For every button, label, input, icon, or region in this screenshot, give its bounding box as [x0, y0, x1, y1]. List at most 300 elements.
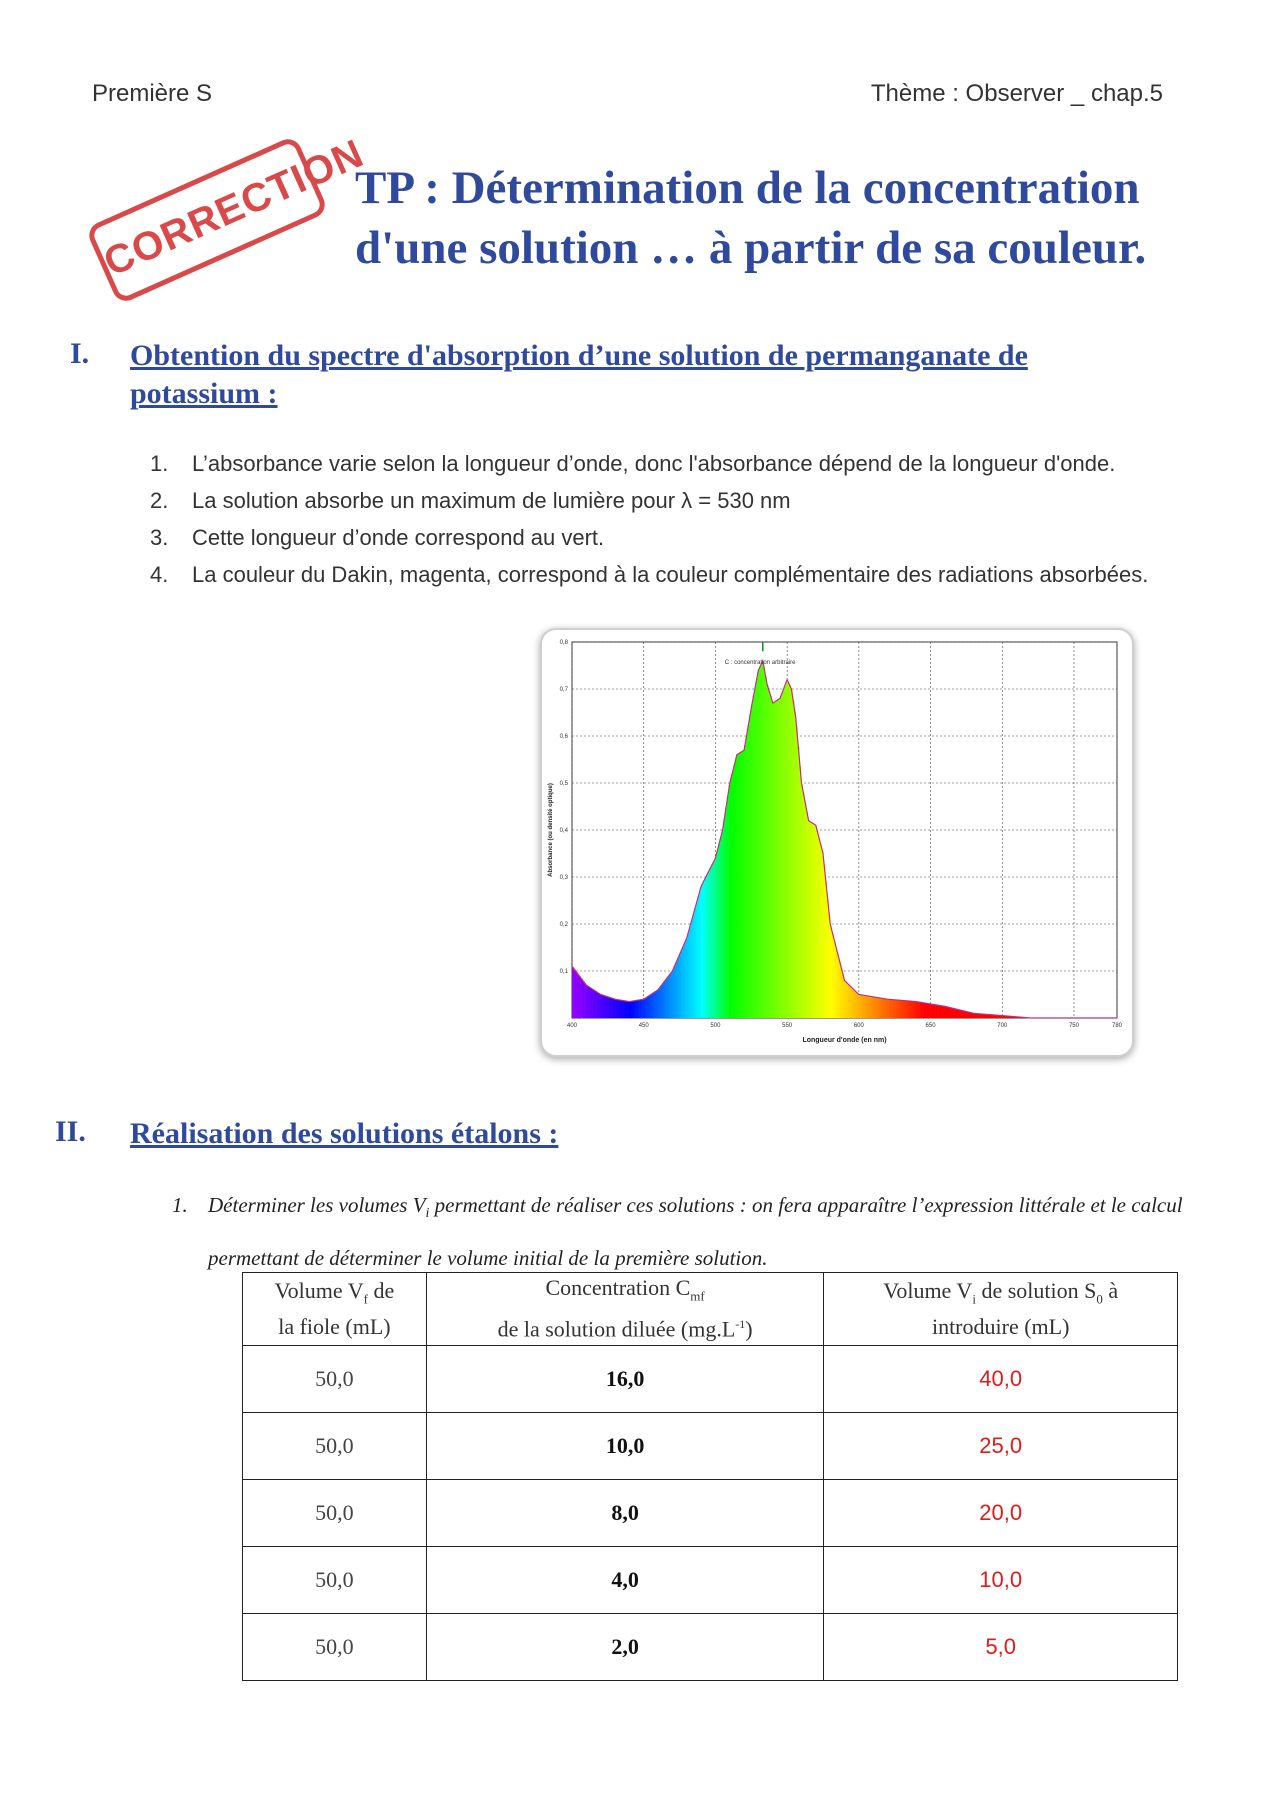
spectrum-band — [574, 970, 576, 1018]
spectrum-band — [648, 996, 650, 1018]
spectrum-band — [608, 997, 610, 1018]
spectrum-band — [839, 961, 841, 1018]
x-tick-label: 650 — [925, 1023, 936, 1029]
correction-stamp: CORRECTION — [85, 135, 329, 305]
list-item-number: 2. — [150, 488, 169, 513]
spectrum-band — [674, 966, 676, 1018]
spectrum-band — [710, 868, 712, 1018]
spectrum-band — [589, 988, 591, 1018]
spectrum-band — [649, 995, 651, 1018]
spectrum-band — [723, 819, 725, 1018]
list-item-text: L’absorbance varie selon la longueur d’onde, donc l'absorbance dépend de la longueur d'onde. — [192, 451, 1116, 476]
spectrum-band — [780, 695, 782, 1018]
header-theme: Thème : Observer _ chap.5 — [870, 80, 1163, 107]
list-item — [150, 556, 1200, 593]
spectrum-band — [643, 999, 645, 1018]
spectrum-band — [784, 686, 786, 1018]
section2-title: Réalisation des solutions étalons : — [130, 1117, 559, 1150]
x-tick-label: 780 — [1111, 1023, 1123, 1029]
spectrum-band — [684, 943, 686, 1018]
y-tick-label: 0,6 — [559, 734, 568, 740]
spectrum-band — [753, 696, 755, 1018]
spectrum-band — [687, 933, 689, 1018]
spectrum-band — [902, 1000, 904, 1018]
spectrum-band — [825, 882, 827, 1018]
spectrum-band — [939, 1005, 941, 1018]
spectrum-band — [853, 989, 855, 1018]
spectrum-band — [572, 967, 574, 1018]
spectrum-band — [847, 984, 849, 1018]
spectrum-band — [660, 986, 662, 1018]
spectrum-band — [591, 989, 593, 1018]
question-number: 1. — [172, 1193, 188, 1217]
spectrum-band — [911, 1001, 913, 1018]
spectrum-band — [579, 976, 581, 1018]
spectrum-band — [705, 878, 707, 1018]
spectrum-band — [772, 702, 774, 1018]
cell-concentration: 10,0 — [426, 1412, 824, 1479]
cell-volume-initial: 10,0 — [824, 1546, 1178, 1613]
spectrum-band — [889, 999, 891, 1018]
spectrum-band — [730, 777, 732, 1018]
list-item-text: La solution absorbe un maximum de lumière pour λ = 530 nm — [192, 488, 791, 513]
spectrum-band — [729, 785, 731, 1018]
spectrum-band — [897, 1000, 899, 1018]
spectrum-band — [844, 981, 846, 1018]
spectrum-band — [840, 968, 842, 1018]
spectrum-band — [765, 676, 767, 1018]
spectrum-band — [816, 831, 818, 1018]
spectrum-band — [682, 947, 684, 1018]
cell-volume-initial: 20,0 — [824, 1479, 1178, 1546]
spectrum-band — [613, 999, 615, 1018]
x-tick-label: 550 — [782, 1023, 793, 1029]
spectrum-band — [737, 754, 739, 1018]
spectrum-band — [830, 927, 832, 1018]
question-text: Déterminer les volumes $V_i$ permettant de réaliser ces solutions : on fera apparaître l’expression littérale et le calcul permettant de déterminer le volume initial de la première solution. — [208, 1193, 1183, 1271]
spectrum-band — [575, 972, 577, 1018]
spectrum-band — [870, 996, 872, 1018]
absorption-spectrum-chart — [540, 628, 1134, 1057]
spectrum-band — [637, 1000, 639, 1018]
spectrum-band — [605, 996, 607, 1018]
cell-volume-initial: 25,0 — [824, 1412, 1178, 1479]
spectrum-band — [937, 1005, 939, 1018]
spectrum-band — [906, 1001, 908, 1018]
spectrum-band — [677, 958, 679, 1018]
spectrum-band — [835, 948, 837, 1018]
spectrum-band — [725, 807, 727, 1018]
spectrum-band — [797, 747, 799, 1018]
spectrum-band — [692, 914, 694, 1018]
spectrum-band — [749, 715, 751, 1018]
spectrum-band — [890, 1000, 892, 1018]
spectrum-band — [789, 685, 791, 1018]
spectrum-band — [928, 1004, 930, 1018]
spectrum-band — [641, 1000, 643, 1018]
spectrum-band — [577, 974, 579, 1018]
cell-volume-flask: 50,0 — [243, 1546, 427, 1613]
spectrum-band — [606, 997, 608, 1018]
cursor-label: C : concentration arbitraire — [724, 660, 796, 666]
spectrum-band — [918, 1002, 920, 1018]
spectrum-band — [827, 899, 829, 1018]
spectrum-band — [782, 691, 784, 1018]
spectrum-band — [885, 999, 887, 1018]
spectrum-band — [873, 997, 875, 1018]
section1-answer-list — [150, 445, 1200, 593]
spectrum-band — [921, 1003, 923, 1018]
x-tick-label: 750 — [1068, 1023, 1079, 1029]
spectrum-band — [944, 1006, 946, 1018]
spectrum-band — [587, 986, 589, 1018]
spectrum-band — [734, 764, 736, 1018]
section2-question — [172, 1183, 1202, 1280]
spectrum-band — [758, 670, 760, 1018]
spectrum-band — [760, 666, 762, 1018]
cell-concentration: 16,0 — [426, 1345, 824, 1412]
spectrum-band — [655, 991, 657, 1018]
spectrum-band — [634, 1001, 636, 1018]
spectrum-band — [935, 1005, 937, 1018]
spectrum-band — [973, 1013, 975, 1018]
spectrum-band — [653, 993, 655, 1018]
spectrum-band — [763, 667, 765, 1018]
spectrum-band — [884, 999, 886, 1018]
spectrum-band — [908, 1001, 910, 1018]
spectrum-band — [832, 934, 834, 1018]
spectrum-band — [603, 996, 605, 1018]
spectrum-band — [954, 1009, 956, 1018]
spectrum-band — [925, 1003, 927, 1018]
spectrum-band — [834, 941, 836, 1018]
spectrum-svg — [542, 630, 1132, 1055]
page-title — [355, 158, 1195, 278]
spectrum-band — [837, 954, 839, 1018]
spectrum-band — [803, 794, 805, 1018]
spectrum-band — [775, 701, 777, 1018]
spectrum-band — [708, 871, 710, 1018]
spectrum-band — [904, 1001, 906, 1018]
y-tick-label: 0,1 — [559, 969, 568, 975]
spectrum-band — [818, 838, 820, 1018]
cell-concentration: 2,0 — [426, 1613, 824, 1680]
header-volume-initial: Volume $V_i$ de solution $S_0$ à introduire (mL) — [824, 1273, 1178, 1346]
spectrum-band — [644, 998, 646, 1018]
spectrum-band — [945, 1007, 947, 1018]
y-tick-label: 0,4 — [559, 828, 568, 834]
spectrum-band — [966, 1012, 968, 1018]
spectrum-band — [761, 662, 763, 1018]
spectrum-band — [804, 803, 806, 1018]
spectrum-band — [694, 908, 696, 1018]
spectrum-band — [930, 1004, 932, 1018]
spectrum-band — [651, 994, 653, 1018]
spectrum-band — [927, 1003, 929, 1018]
table-row — [243, 1412, 1178, 1479]
spectrum-band — [584, 983, 586, 1018]
spectrum-band — [742, 751, 744, 1018]
cell-volume-flask: 50,0 — [243, 1345, 427, 1412]
spectrum-band — [672, 970, 674, 1018]
standard-solutions-table — [242, 1272, 1178, 1681]
list-item — [150, 482, 1200, 519]
x-tick-label: 700 — [997, 1023, 1008, 1029]
spectrum-band — [866, 996, 868, 1018]
spectrum-band — [959, 1010, 961, 1018]
y-tick-label: 0,2 — [559, 922, 568, 928]
spectrum-band — [668, 975, 670, 1018]
x-tick-label: 450 — [638, 1023, 649, 1029]
table-header-row — [243, 1273, 1178, 1346]
table-row — [243, 1345, 1178, 1412]
spectrum-band — [639, 1000, 641, 1018]
spectrum-band — [661, 984, 663, 1018]
spectrum-band — [887, 999, 889, 1018]
spectrum-band — [975, 1013, 977, 1018]
spectrum-band — [617, 1000, 619, 1018]
page-title-line2: d'une solution … à partir de sa couleur. — [355, 222, 1147, 274]
section1-title-line2: potassium : — [130, 377, 278, 410]
cell-volume-flask: 50,0 — [243, 1479, 427, 1546]
spectrum-band — [964, 1011, 966, 1018]
section1-title-line1: Obtention du spectre d'absorption d’une solution de permanganate de — [130, 339, 1028, 372]
spectrum-band — [596, 992, 598, 1018]
spectrum-band — [861, 995, 863, 1018]
spectrum-band — [629, 1002, 631, 1018]
spectrum-band — [952, 1008, 954, 1018]
spectrum-band — [913, 1001, 915, 1018]
spectrum-band — [746, 735, 748, 1018]
spectrum-band — [612, 998, 614, 1018]
spectrum-band — [720, 837, 722, 1018]
cell-volume-initial: 40,0 — [824, 1345, 1178, 1412]
spectrum-band — [810, 822, 812, 1018]
spectrum-band — [675, 962, 677, 1018]
spectrum-band — [663, 982, 665, 1018]
y-tick-label: 0,3 — [559, 875, 568, 881]
spectrum-band — [618, 1000, 620, 1018]
spectrum-band — [851, 987, 853, 1018]
spectrum-band — [706, 875, 708, 1018]
spectrum-band — [625, 1001, 627, 1018]
table-row — [243, 1613, 1178, 1680]
spectrum-band — [858, 994, 860, 1018]
spectrum-band — [741, 752, 743, 1018]
spectrum-band — [754, 687, 756, 1018]
spectrum-band — [787, 681, 789, 1018]
x-tick-label: 600 — [853, 1023, 864, 1029]
section1-number: I. — [70, 337, 90, 370]
spectrum-band — [823, 865, 825, 1018]
spectrum-band — [909, 1001, 911, 1018]
spectrum-band — [632, 1001, 634, 1018]
spectrum-band — [696, 902, 698, 1018]
spectrum-band — [601, 995, 603, 1018]
spectrum-band — [646, 997, 648, 1018]
spectrum-band — [670, 973, 672, 1018]
spectrum-band — [773, 702, 775, 1018]
spectrum-band — [785, 682, 787, 1018]
spectrum-band — [794, 712, 796, 1018]
spectrum-band — [717, 850, 719, 1018]
spectrum-band — [582, 981, 584, 1018]
spectrum-band — [698, 896, 700, 1018]
spectrum-band — [947, 1007, 949, 1018]
spectrum-band — [901, 1000, 903, 1018]
spectrum-band — [756, 678, 758, 1018]
table-row — [243, 1546, 1178, 1613]
spectrum-band — [868, 996, 870, 1018]
spectrum-band — [865, 996, 867, 1018]
cell-volume-flask: 50,0 — [243, 1412, 427, 1479]
spectrum-band — [593, 990, 595, 1018]
header-volume-flask: Volume $V_f$ de la fiole (mL) — [243, 1273, 427, 1346]
spectrum-band — [727, 796, 729, 1018]
spectrum-band — [949, 1007, 951, 1018]
spectrum-band — [856, 993, 858, 1018]
cell-volume-initial: 5,0 — [824, 1613, 1178, 1680]
spectrum-band — [722, 830, 724, 1018]
cell-concentration: 4,0 — [426, 1546, 824, 1613]
spectrum-band — [822, 851, 824, 1018]
spectrum-band — [732, 771, 734, 1018]
spectrum-band — [813, 824, 815, 1018]
spectrum-band — [806, 812, 808, 1018]
spectrum-band — [791, 689, 793, 1018]
spectrum-band — [766, 685, 768, 1018]
table-row — [243, 1479, 1178, 1546]
spectrum-band — [600, 994, 602, 1018]
spectrum-band — [846, 982, 848, 1018]
spectrum-band — [958, 1010, 960, 1018]
spectrum-band — [849, 986, 851, 1018]
header-concentration: Concentration $C_{mf}$ de la solution diluée $(mg.L^{-1})$ — [426, 1273, 824, 1346]
list-item-number: 3. — [150, 525, 169, 550]
spectrum-band — [799, 767, 801, 1018]
spectrum-band — [968, 1012, 970, 1018]
spectrum-band — [699, 890, 701, 1018]
header-class-level: Première S — [92, 80, 213, 107]
spectrum-band — [586, 985, 588, 1018]
spectrum-band — [770, 697, 772, 1018]
spectrum-band — [715, 857, 717, 1018]
spectrum-band — [656, 990, 658, 1018]
spectrum-band — [620, 1000, 622, 1018]
list-item-number: 1. — [150, 451, 169, 476]
spectrum-band — [689, 927, 691, 1018]
page-title-line1: TP : Détermination de la concentration — [355, 162, 1140, 214]
spectrum-band — [615, 999, 617, 1018]
list-item-text: La couleur du Dakin, magenta, correspond à la couleur complémentaire des radiations absorbées. — [192, 562, 1149, 587]
spectrum-band — [667, 977, 669, 1018]
spectrum-band — [736, 757, 738, 1018]
spectrum-band — [718, 844, 720, 1018]
spectrum-band — [920, 1002, 922, 1018]
spectrum-band — [877, 998, 879, 1018]
spectrum-band — [711, 864, 713, 1018]
spectrum-band — [956, 1009, 958, 1018]
spectrum-band — [594, 991, 596, 1018]
x-tick-label: 400 — [566, 1023, 578, 1029]
spectrum-band — [792, 700, 794, 1018]
spectrum-band — [679, 955, 681, 1018]
spectrum-band — [951, 1008, 953, 1018]
spectrum-band — [896, 1000, 898, 1018]
spectrum-band — [811, 823, 813, 1018]
spectrum-band — [658, 989, 660, 1018]
spectrum-band — [878, 998, 880, 1018]
spectrum-band — [842, 975, 844, 1018]
spectrum-band — [808, 821, 810, 1018]
spectrum-band — [882, 998, 884, 1018]
y-tick-label: 0,7 — [559, 687, 568, 693]
spectrum-band — [914, 1001, 916, 1018]
spectrum-band — [854, 991, 856, 1018]
spectrum-band — [627, 1001, 629, 1018]
spectrum-band — [622, 1000, 624, 1018]
spectrum-band — [880, 998, 882, 1018]
spectrum-band — [863, 995, 865, 1018]
spectrum-band — [768, 691, 770, 1018]
y-tick-label: 0,8 — [559, 640, 568, 646]
spectrum-band — [744, 745, 746, 1018]
spectrum-band — [859, 995, 861, 1018]
spectrum-band — [598, 993, 600, 1018]
spectrum-band — [636, 1000, 638, 1018]
list-item — [150, 519, 1200, 556]
section1-title — [130, 337, 1210, 413]
x-tick-label: 500 — [710, 1023, 721, 1029]
spectrum-band — [624, 1001, 626, 1018]
spectrum-band — [875, 997, 877, 1018]
spectrum-band — [686, 939, 688, 1018]
spectrum-band — [815, 825, 817, 1018]
spectrum-band — [940, 1006, 942, 1018]
cell-volume-flask: 50,0 — [243, 1613, 427, 1680]
spectrum-band — [942, 1006, 944, 1018]
spectrum-band — [779, 699, 781, 1018]
spectrum-band — [894, 1000, 896, 1018]
spectrum-band — [796, 727, 798, 1018]
x-axis-label: Longueur d'onde (en nm) — [802, 1037, 887, 1044]
spectrum-band — [899, 1000, 901, 1018]
spectrum-band — [701, 885, 703, 1018]
spectrum-band — [871, 997, 873, 1018]
spectrum-band — [963, 1011, 965, 1018]
list-item — [150, 445, 1200, 482]
spectrum-band — [923, 1003, 925, 1018]
section2-number: II. — [55, 1115, 86, 1148]
spectrum-band — [680, 951, 682, 1018]
y-tick-label: 0,5 — [559, 781, 568, 787]
spectrum-band — [916, 1002, 918, 1018]
spectrum-band — [892, 1000, 894, 1018]
spectrum-band — [739, 753, 741, 1018]
spectrum-band — [801, 785, 803, 1018]
spectrum-band — [828, 916, 830, 1018]
spectrum-band — [932, 1004, 934, 1018]
cell-concentration: 8,0 — [426, 1479, 824, 1546]
list-item-text: Cette longueur d’onde correspond au vert. — [192, 525, 605, 550]
spectrum-band — [631, 1001, 633, 1018]
spectrum-band — [961, 1010, 963, 1018]
spectrum-band — [748, 725, 750, 1018]
spectrum-band — [610, 998, 612, 1018]
spectrum-band — [820, 844, 822, 1018]
spectrum-band — [713, 861, 715, 1018]
spectrum-band — [703, 881, 705, 1018]
